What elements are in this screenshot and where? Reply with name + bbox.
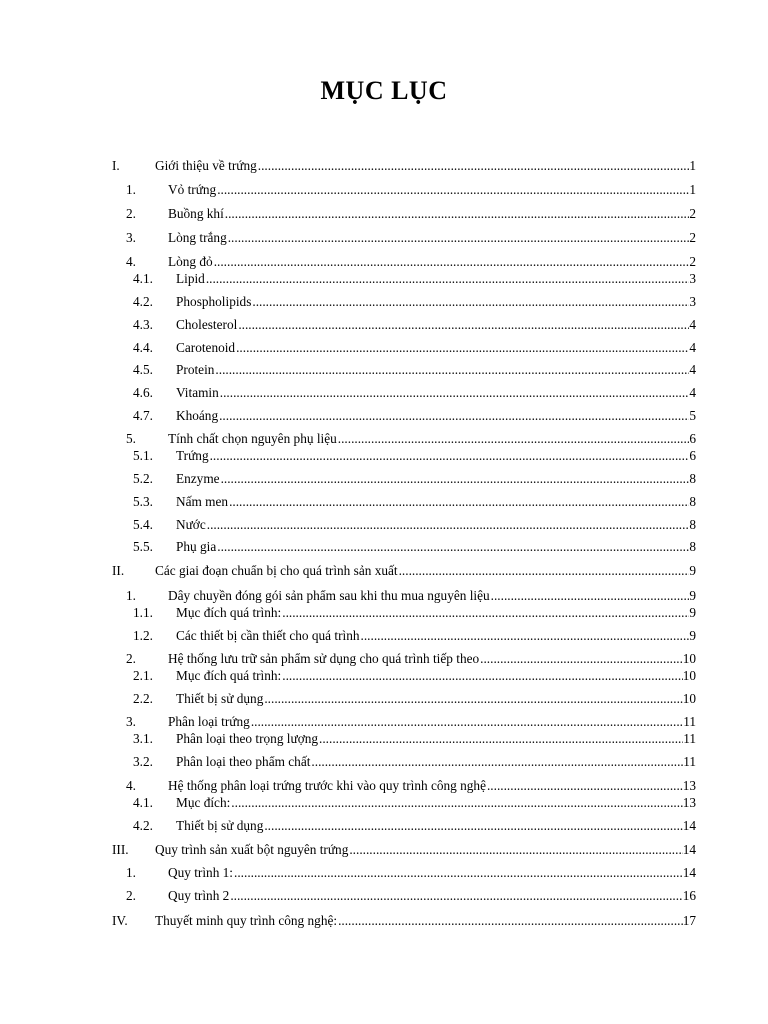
toc-entry[interactable] [0, 361, 768, 379]
toc-entry[interactable] [0, 841, 768, 859]
toc-entry-page: 9 [689, 563, 696, 578]
toc-entry-title: Lipid [176, 271, 205, 286]
toc-dot-leader [399, 562, 690, 580]
toc-entry-title: Phân loại trứng [168, 714, 250, 729]
toc-entry-page: 4 [689, 385, 696, 400]
toc-entry-page: 10 [682, 651, 696, 666]
toc-dot-leader [480, 650, 683, 668]
toc-entry-title: Protein [176, 362, 215, 377]
toc-entry-page: 3 [689, 271, 696, 286]
toc-entry-title: Quy trình 2 [168, 888, 230, 903]
toc-dot-leader [264, 690, 682, 708]
toc-entry-number: 4.2. [133, 294, 153, 309]
toc-entry-number: 1. [126, 865, 136, 880]
toc-entry-number: 4.4. [133, 340, 153, 355]
toc-dot-leader [264, 817, 682, 835]
toc-entry-title: Vitamin [176, 385, 219, 400]
toc-dot-leader [220, 384, 690, 402]
toc-entry-number: IV. [112, 913, 128, 928]
toc-dot-leader [231, 794, 682, 812]
toc-entry-number: 4.2. [133, 818, 153, 833]
toc-entry-number: 4. [126, 254, 136, 269]
toc-entry-number: 1.1. [133, 605, 153, 620]
toc-entry-title: Nấm men [176, 494, 229, 509]
toc-entry[interactable] [0, 864, 768, 882]
toc-entry-title: Nước [176, 517, 206, 532]
toc-entry[interactable] [0, 229, 768, 247]
toc-entry-title: Dây chuyền đóng gói sản phẩm sau khi thu mua nguyên liệu [168, 588, 490, 603]
toc-entry-page: 4 [689, 317, 696, 332]
toc-entry[interactable] [0, 447, 768, 465]
toc-entry-number: 5.3. [133, 494, 153, 509]
toc-entry[interactable] [0, 794, 768, 812]
toc-entry-number: 5.1. [133, 448, 153, 463]
toc-entry[interactable] [0, 293, 768, 311]
toc-entry-title: Tính chất chọn nguyên phụ liệu [168, 431, 337, 446]
toc-entry[interactable] [0, 205, 768, 223]
toc-entry-number: 4.1. [133, 795, 153, 810]
toc-entry-number: 2. [126, 206, 136, 221]
toc-entry[interactable] [0, 430, 768, 448]
toc-dot-leader [210, 447, 690, 465]
toc-entry-page: 16 [682, 888, 696, 903]
toc-entry-title: Giới thiệu về trứng [155, 158, 257, 173]
toc-entry-number: 2. [126, 651, 136, 666]
toc-entry[interactable] [0, 587, 768, 605]
toc-entry-page: 9 [689, 605, 696, 620]
toc-entry[interactable] [0, 817, 768, 835]
toc-entry-number: II. [112, 563, 125, 578]
toc-entry-title: Thiết bị sử dụng [176, 691, 264, 706]
toc-entry[interactable] [0, 270, 768, 288]
toc-entry-page: 14 [682, 865, 696, 880]
toc-entry-title: Buồng khí [168, 206, 224, 221]
toc-dot-leader [361, 627, 690, 645]
toc-entry-title: Hệ thống phân loại trứng trước khi vào quy trình công nghệ [168, 778, 486, 793]
toc-entry-number: 3. [126, 714, 136, 729]
toc-entry[interactable] [0, 316, 768, 334]
toc-entry-number: 3.2. [133, 754, 153, 769]
toc-entry-page: 13 [682, 778, 696, 793]
toc-entry-title: Lòng trắng [168, 230, 227, 245]
toc-entry[interactable] [0, 604, 768, 622]
toc-entry[interactable] [0, 562, 768, 580]
toc-entry[interactable] [0, 730, 768, 748]
toc-dot-leader [225, 205, 690, 223]
toc-entry-title: Hệ thống lưu trữ sản phẩm sử dụng cho quá trình tiếp theo [168, 651, 480, 666]
toc-dot-leader [229, 493, 689, 511]
toc-entry-number: 4.5. [133, 362, 153, 377]
toc-entry-page: 8 [689, 471, 696, 486]
toc-entry-number: I. [112, 158, 120, 173]
toc-entry-number: 4.6. [133, 385, 153, 400]
toc-entry-page: 10 [682, 691, 696, 706]
toc-entry-title: Mục đích: [176, 795, 231, 810]
toc-entry[interactable] [0, 912, 768, 930]
toc-entry-page: 8 [689, 494, 696, 509]
toc-entry-title: Vỏ trứng [168, 182, 217, 197]
toc-entry-number: 3. [126, 230, 136, 245]
toc-entry-page: 8 [689, 517, 696, 532]
toc-entry-number: 2. [126, 888, 136, 903]
toc-entry-number: 3.1. [133, 731, 153, 746]
toc-entry-page: 5 [689, 408, 696, 423]
toc-dot-leader [236, 339, 689, 357]
toc-dot-leader [349, 841, 682, 859]
toc-entry[interactable] [0, 777, 768, 795]
toc-entry-page: 10 [682, 668, 696, 683]
toc-entry-number: 2.2. [133, 691, 153, 706]
toc-entry[interactable] [0, 713, 768, 731]
toc-entry[interactable] [0, 493, 768, 511]
toc-entry-number: 2.1. [133, 668, 153, 683]
toc-entry-page: 1 [689, 182, 696, 197]
toc-dot-leader [338, 430, 690, 448]
toc-entry-page: 4 [689, 340, 696, 355]
toc-dot-leader [319, 730, 683, 748]
toc-entry-page: 1 [689, 158, 696, 173]
toc-dot-leader [221, 470, 690, 488]
toc-entry-title: Thuyết minh quy trình công nghệ: [155, 913, 338, 928]
toc-entry-page: 9 [689, 628, 696, 643]
toc-entry-title: Phân loại theo phẩm chất [176, 754, 311, 769]
toc-entry-page: 2 [689, 206, 696, 221]
toc-entry-number: 5.4. [133, 517, 153, 532]
toc-dot-leader [282, 667, 682, 685]
toc-entry[interactable] [0, 887, 768, 905]
toc-entry-page: 11 [683, 714, 696, 729]
toc-entry-page: 3 [689, 294, 696, 309]
toc-dot-leader [258, 157, 690, 175]
toc-dot-leader [311, 753, 683, 771]
toc-entry-title: Phân loại theo trọng lượng [176, 731, 319, 746]
toc-dot-leader [214, 253, 690, 271]
toc-entry-title: Khoáng [176, 408, 219, 423]
toc-entry-title: Phụ gia [176, 539, 217, 554]
toc-dot-leader [207, 516, 690, 534]
toc-entry[interactable] [0, 538, 768, 556]
page-title: MỤC LỤC [320, 76, 448, 105]
toc-entry[interactable] [0, 667, 768, 685]
toc-entry-number: III. [112, 842, 129, 857]
toc-dot-leader [217, 181, 689, 199]
toc-dot-leader [282, 604, 689, 622]
toc-entry[interactable] [0, 157, 768, 175]
toc-entry-number: 5.5. [133, 539, 153, 554]
toc-entry-page: 6 [689, 431, 696, 446]
toc-entry[interactable] [0, 253, 768, 271]
toc-entry-page: 14 [682, 842, 696, 857]
toc-dot-leader [338, 912, 683, 930]
toc-entry-number: 4. [126, 778, 136, 793]
toc-entry-page: 4 [689, 362, 696, 377]
toc-entry-page: 13 [682, 795, 696, 810]
toc-dot-leader [234, 864, 683, 882]
toc-dot-leader [228, 229, 690, 247]
toc-dot-leader [251, 713, 683, 731]
toc-entry-title: Mục đích quá trình: [176, 605, 282, 620]
toc-dot-leader [491, 587, 690, 605]
toc-dot-leader [215, 361, 689, 379]
toc-dot-leader [252, 293, 689, 311]
toc-entry-page: 11 [683, 754, 696, 769]
toc-entry-title: Thiết bị sử dụng [176, 818, 264, 833]
toc-entry-title: Cholesterol [176, 317, 238, 332]
toc-entry-page: 14 [682, 818, 696, 833]
toc-entry[interactable] [0, 181, 768, 199]
toc-entry-page: 9 [689, 588, 696, 603]
toc-entry-number: 1. [126, 588, 136, 603]
toc-entry-number: 1.2. [133, 628, 153, 643]
toc-dot-leader [230, 887, 682, 905]
toc-entry[interactable] [0, 384, 768, 402]
toc-entry-title: Quy trình 1: [168, 865, 234, 880]
toc-entry[interactable] [0, 407, 768, 425]
toc-entry-number: 4.7. [133, 408, 153, 423]
toc-entry-title: Carotenoid [176, 340, 236, 355]
toc-entry-title: Lòng đỏ [168, 254, 213, 269]
toc-entry-page: 2 [689, 254, 696, 269]
toc-entry-page: 6 [689, 448, 696, 463]
toc-dot-leader [487, 777, 683, 795]
toc-dot-leader [219, 407, 689, 425]
toc-entry-number: 1. [126, 182, 136, 197]
toc-entry-title: Quy trình sản xuất bột nguyên trứng [155, 842, 349, 857]
toc-entry[interactable] [0, 339, 768, 357]
toc-entry[interactable] [0, 753, 768, 771]
toc-entry[interactable] [0, 470, 768, 488]
toc-entry-number: 5. [126, 431, 136, 446]
toc-entry-page: 2 [689, 230, 696, 245]
toc-entry[interactable] [0, 627, 768, 645]
toc-entry-title: Phospholipids [176, 294, 252, 309]
toc-entry-title: Mục đích quá trình: [176, 668, 282, 683]
toc-entry-page: 8 [689, 539, 696, 554]
toc-entry-page: 11 [683, 731, 696, 746]
toc-entry-title: Trứng [176, 448, 209, 463]
toc-dot-leader [217, 538, 689, 556]
toc-entry[interactable] [0, 650, 768, 668]
toc-entry-number: 5.2. [133, 471, 153, 486]
toc-entry[interactable] [0, 690, 768, 708]
toc-entry-number: 4.3. [133, 317, 153, 332]
toc-entry-title: Các thiết bị cần thiết cho quá trình [176, 628, 360, 643]
toc-dot-leader [206, 270, 690, 288]
toc-dot-leader [238, 316, 689, 334]
toc-entry-page: 17 [682, 913, 696, 928]
toc-entry-title: Các giai đoạn chuẩn bị cho quá trình sản xuất [155, 563, 398, 578]
toc-entry-title: Enzyme [176, 471, 220, 486]
toc-entry[interactable] [0, 516, 768, 534]
toc-entry-number: 4.1. [133, 271, 153, 286]
